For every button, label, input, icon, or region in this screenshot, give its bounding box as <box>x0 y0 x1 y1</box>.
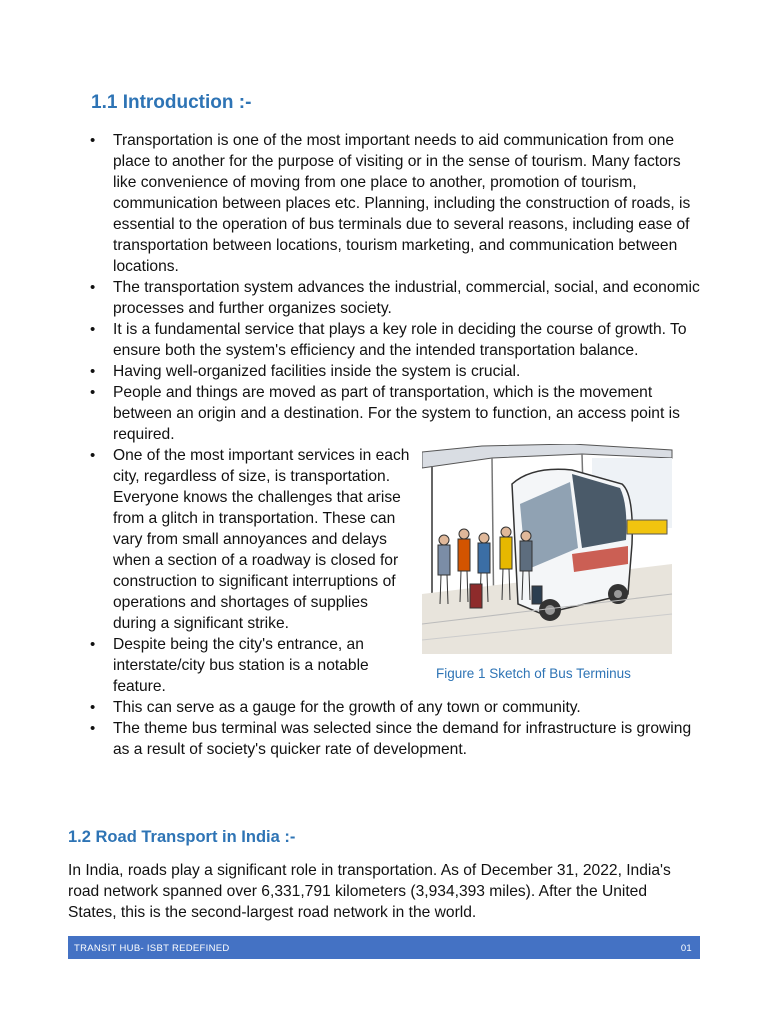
page-number: 01 <box>680 943 692 954</box>
section-heading-road-transport: 1.2 Road Transport in India :- <box>68 828 296 846</box>
footer-title: TRANSIT HUB- ISBT REDEFINED <box>74 943 230 954</box>
bullet-item: • Having well-organized facilities inside the system is crucial. <box>0 361 708 382</box>
bullet-item: • The transportation system advances the industrial, commercial, social, and economic processes and further organizes society. <box>0 277 708 319</box>
road-transport-paragraph: In India, roads play a significant role in transportation. As of December 31, 2022, India's road network spanned over 6,331,791 kilometers (3,934,393 miles). After the United States, this is the second-largest road network in the world. <box>68 862 671 921</box>
section-heading-introduction: 1.1 Introduction :- <box>91 92 252 113</box>
figure-caption: Figure 1 Sketch of Bus Terminus <box>436 666 631 681</box>
bullet-item: • One of the most important services in each city, regardless of size, is transportation. Everyone knows the challenges that arise from a glitch in transportation. These can vary from small annoyances and delays when a section of a roadway is closed for construction to significant interruptions of operations and shortages of supplies during a significant strike. <box>0 445 413 634</box>
bullet-item: • The theme bus terminal was selected since the demand for infrastructure is growing as a result of society's quicker rate of development. <box>0 718 708 760</box>
bullet-item: • Despite being the city's entrance, an interstate/city bus station is a notable feature. <box>0 634 413 697</box>
bullet-item: • This can serve as a gauge for the growth of any town or community. <box>0 697 708 718</box>
bullet-item: • People and things are moved as part of transportation, which is the movement between an origin and a destination. For the system to function, an access point is required. <box>0 382 708 445</box>
bullet-item: • Transportation is one of the most important needs to aid communication from one place to another for the purpose of visiting or in the sense of tourism. Many factors like convenience of moving from one place to another, promotion of tourism, communication between places etc. Planning, including the construction of roads, is essential to the operation of bus terminals due to several reasons, including ease of transportation between locations, tourism marketing, and communication between locations. <box>0 130 708 277</box>
bus-terminus-sketch-image <box>422 444 674 654</box>
bullet-item: • It is a fundamental service that plays a key role in deciding the course of growth. To ensure both the system's efficiency and the intended transportation balance. <box>0 319 708 361</box>
page-footer <box>68 936 700 959</box>
